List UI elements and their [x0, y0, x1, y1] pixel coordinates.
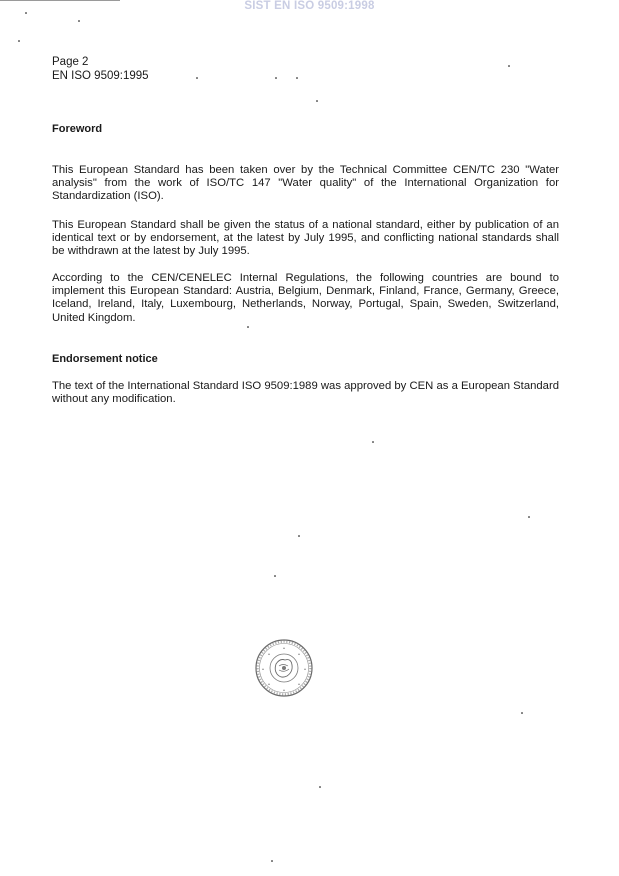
scan-speck — [196, 77, 198, 79]
page-number: Page 2 — [52, 56, 89, 68]
foreword-heading: Foreword — [52, 123, 103, 135]
scan-speck — [508, 65, 510, 67]
scan-speck — [521, 712, 523, 714]
foreword-paragraph-3: According to the CEN/CENELEC Internal Regulations, the following countries are bound to implement this European Standard: Austria, Belgium, Denmark, Finland, France, Germany, Greece, Iceland, Ireland, Italy, Luxembourg, Netherlands, Norway, Portugal, Spain, Sweden, Switzerland, United Kingdom. — [52, 272, 559, 324]
scan-speck — [247, 326, 249, 328]
page-header — [52, 55, 149, 83]
scan-speck — [274, 575, 276, 577]
scan-speck — [18, 40, 20, 42]
endorsement-heading: Endorsement notice — [52, 353, 158, 365]
scan-speck — [319, 786, 321, 788]
document-watermark: SIST EN ISO 9509:1998 — [244, 0, 375, 12]
foreword-paragraph-1: This European Standard has been taken over by the Technical Committee CEN/TC 230 "Water analysis" from the work of ISO/TC 147 "Water quality" of the International Organization for Standardization (ISO). — [52, 164, 559, 203]
scan-speck — [528, 516, 530, 518]
scan-speck — [25, 12, 27, 14]
foreword-paragraph-2: This European Standard shall be given the status of a national standard, either by publication of an identical text or by endorsement, at the latest by July 1995, and conflicting national standards shall be withdrawn at the latest by July 1995. — [52, 219, 559, 258]
scan-speck — [316, 100, 318, 102]
scan-speck — [372, 441, 374, 443]
scan-speck — [271, 860, 273, 862]
seal-stamp-icon — [254, 638, 314, 698]
endorsement-paragraph: The text of the International Standard ISO 9509:1989 was approved by CEN as a European Standard without any modification. — [52, 380, 559, 406]
scan-speck — [275, 77, 277, 79]
scan-speck — [296, 77, 298, 79]
scan-speck — [298, 535, 300, 537]
standard-reference: EN ISO 9509:1995 — [52, 70, 149, 82]
scan-speck — [78, 20, 80, 22]
